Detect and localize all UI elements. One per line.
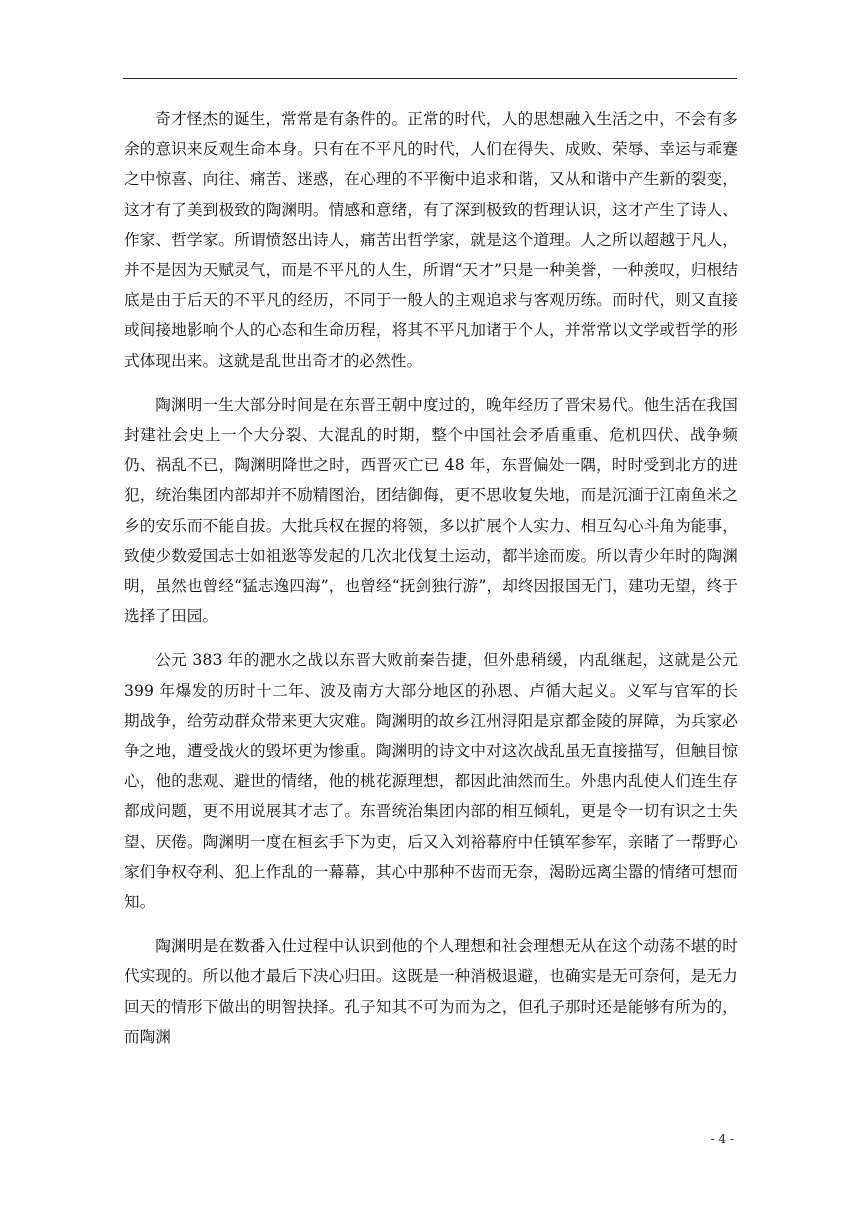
paragraph-4: 陶渊明是在数番入仕过程中认识到他的个人理想和社会理想无从在这个动荡不堪的时代实现的。所以他才最后下决心归田。这既是一种消极退避，也确实是无可奈何，是无力回天的情形下做出的明智抉择。孔子知其不可为而为之，但孔子那时还是能够有所为的，而陶渊 xyxy=(124,937,738,1046)
paragraph-2: 陶渊明一生大部分时间是在东晋王朝中度过的，晚年经历了晋宋易代。他生活在我国封建社会史上一个大分裂、大混乱的时期，整个中国社会矛盾重重、危机四伏、战争频仍、祸乱不已，陶渊明降世之时，西晋灭亡已 48 年，东晋偏处一隅，时时受到北方的进犯，统治集团内部却并不励精图治，团结御侮，更不思收复失地，而是沉湎于江南鱼米之乡的安乐而不能自拔。大批兵权在握的将领，多以扩展个人实力、相互勾心斗角为能事，致使少数爱国志士如祖逖等发起的几次北伐复土运动，都半途而废。所以青少年时的陶渊明，虽然也曾经“猛志逸四海”，也曾经“抚剑独行游”，却终因报国无门，建功无望，终于选择了田园。 xyxy=(124,395,738,626)
document-body xyxy=(124,104,738,1066)
paragraph-1: 奇才怪杰的诞生，常常是有条件的。正常的时代，人的思想融入生活之中，不会有多余的意识来反观生命本身。只有在不平凡的时代，人们在得失、成败、荣辱、幸运与乖蹇之中惊喜、向往、痛苦、迷惑，在心理的不平衡中追求和谐，又从和谐中产生新的裂变，这才有了美到极致的陶渊明。情感和意绪，有了深到极致的哲理认识，这才产生了诗人、作家、哲学家。所谓愤怒出诗人，痛苦出哲学家，就是这个道理。人之所以超越于凡人，并不是因为天赋灵气，而是不平凡的人生，所谓“天才”只是一种美誉，一种羡叹，归根结底是由于后天的不平凡的经历，不同于一般人的主观追求与客观历练。而时代，则又直接或间接地影响个人的心态和生命历程，将其不平凡加诸于个人，并常常以文学或哲学的形式体现出来。这就是乱世出奇才的必然性。 xyxy=(124,110,738,370)
header-rule xyxy=(123,78,737,79)
page-number: - 4 - xyxy=(710,1132,734,1146)
paragraph-3: 公元 383 年的淝水之战以东晋大败前秦告捷，但外患稍缓，内乱继起，这就是公元 399 年爆发的历时十二年、波及南方大部分地区的孙恩、卢循大起义。义军与官军的长期战争，给劳动群众带来更大灾难。陶渊明的故乡江州浔阳是京都金陵的屏障，为兵家必争之地，遭受战火的毁坏更为惨重。陶渊明的诗文中对这次战乱虽无直接描写，但触目惊心，他的悲观、避世的情绪，他的桃花源理想，都因此油然而生。外患内乱使人们连生存都成问题，更不用说展其才志了。东晋统治集团内部的相互倾轧，更是令一切有识之士失望、厌倦。陶渊明一度在桓玄手下为吏，后又入刘裕幕府中任镇军参军，亲睹了一帮野心家们争权夺利、犯上作乱的一幕幕，其心中那种不齿而无奈，渴盼远离尘嚣的情绪可想而知。 xyxy=(124,651,738,912)
